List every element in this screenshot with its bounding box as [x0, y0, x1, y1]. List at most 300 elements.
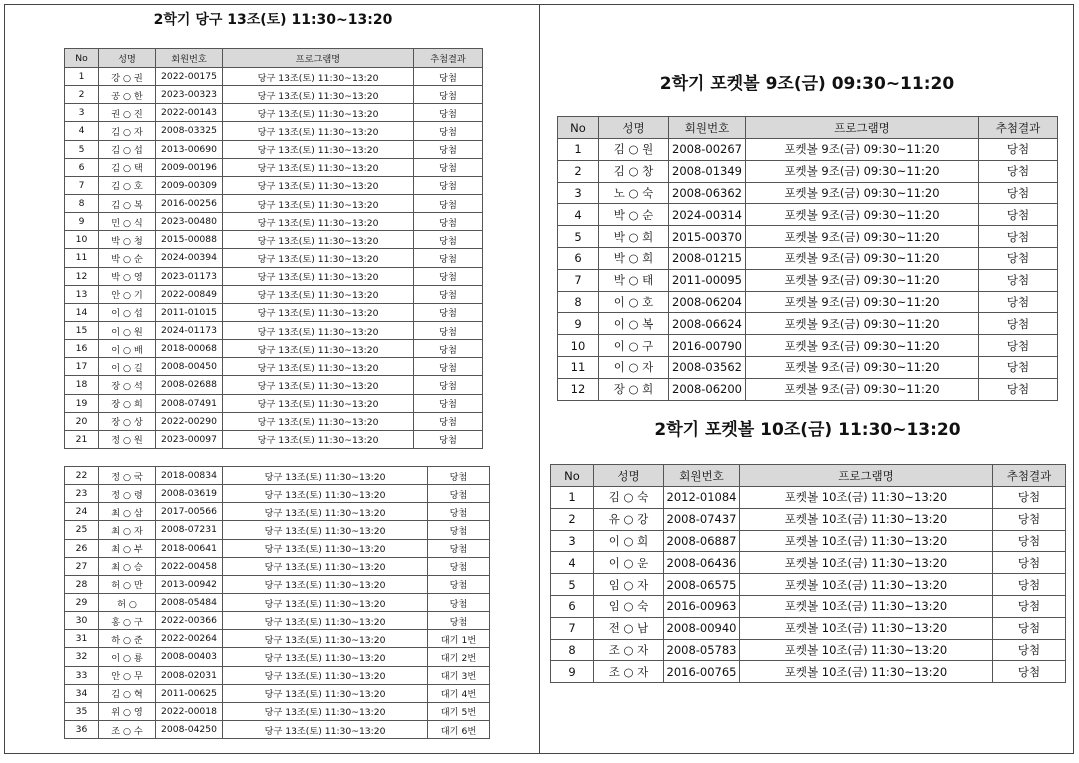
cell-no: 3: [65, 104, 99, 122]
cell-name: 김 ○ 섭: [99, 140, 156, 158]
header-name: 성명: [594, 465, 664, 487]
table-row: [65, 521, 490, 539]
cell-member-id: 2008-00940: [664, 617, 740, 639]
cell-no: 23: [65, 485, 99, 503]
cell-member-id: 2008-01215: [669, 247, 746, 269]
cell-program: 당구 13조(토) 11:30~13:20: [223, 394, 414, 412]
table-row: [65, 140, 483, 158]
cell-member-id: 2022-00290: [156, 412, 223, 430]
cell-name: 장 ○ 희: [99, 394, 156, 412]
table-row: [65, 702, 490, 720]
cell-program: 당구 13조(토) 11:30~13:20: [223, 213, 414, 231]
cell-name: 공 ○ 한: [99, 86, 156, 104]
table-row: [551, 530, 1066, 552]
cell-member-id: 2008-05484: [156, 593, 223, 611]
cell-name: 이 ○ 희: [594, 530, 664, 552]
cell-result: 당첨: [993, 508, 1066, 530]
cell-program: 당구 13조(토) 11:30~13:20: [223, 467, 428, 485]
cell-no: 7: [551, 617, 594, 639]
cell-no: 27: [65, 557, 99, 575]
cell-result: 당첨: [414, 68, 483, 86]
cell-member-id: 2022-00143: [156, 104, 223, 122]
cell-member-id: 2013-00690: [156, 140, 223, 158]
cell-program: 포켓볼 10조(금) 11:30~13:20: [740, 530, 993, 552]
table-row: [558, 335, 1058, 357]
cell-program: 당구 13조(토) 11:30~13:20: [223, 503, 428, 521]
table-row: [65, 648, 490, 666]
cell-result: 당첨: [414, 430, 483, 448]
cell-name: 조 ○ 수: [99, 720, 156, 738]
cell-program: 당구 13조(토) 11:30~13:20: [223, 68, 414, 86]
cell-member-id: 2015-00370: [669, 226, 746, 248]
cell-name: 김 ○ 숙: [594, 487, 664, 509]
cell-name: 최 ○ 삼: [99, 503, 156, 521]
cell-member-id: 2008-06204: [669, 291, 746, 313]
cell-result: 당첨: [414, 376, 483, 394]
cell-name: 김 ○ 혁: [99, 684, 156, 702]
cell-name: 임 ○ 자: [594, 574, 664, 596]
cell-no: 6: [65, 158, 99, 176]
table-row: [551, 574, 1066, 596]
cell-no: 14: [65, 303, 99, 321]
header-program: 프로그램명: [746, 117, 979, 139]
cell-result: 당첨: [428, 485, 490, 503]
cell-name: 이 ○ 배: [99, 340, 156, 358]
table-row: [65, 485, 490, 503]
cell-result: 당첨: [979, 160, 1058, 182]
cell-member-id: 2024-01173: [156, 321, 223, 339]
cell-member-id: 2015-00088: [156, 231, 223, 249]
table-row: [65, 503, 490, 521]
cell-no: 6: [558, 247, 599, 269]
cell-name: 박 ○ 순: [99, 249, 156, 267]
cell-result: 당첨: [979, 313, 1058, 335]
table-row: [65, 412, 483, 430]
header-result: 추첨결과: [993, 465, 1066, 487]
cell-result: 당첨: [414, 231, 483, 249]
cell-result: 당첨: [414, 303, 483, 321]
cell-member-id: 2008-00450: [156, 358, 223, 376]
cell-program: 포켓볼 9조(금) 09:30~11:20: [746, 313, 979, 335]
cell-member-id: 2008-03325: [156, 122, 223, 140]
cell-no: 31: [65, 630, 99, 648]
cell-no: 8: [551, 639, 594, 661]
cell-program: 당구 13조(토) 11:30~13:20: [223, 412, 414, 430]
cell-member-id: 2008-01349: [669, 160, 746, 182]
cell-no: 10: [65, 231, 99, 249]
table-header-row: [558, 117, 1058, 139]
cell-name: 장 ○ 희: [599, 378, 669, 400]
cell-name: 정 ○ 원: [99, 430, 156, 448]
cell-program: 당구 13조(토) 11:30~13:20: [223, 593, 428, 611]
cell-name: 안 ○ 무: [99, 666, 156, 684]
header-no: No: [551, 465, 594, 487]
cell-name: 유 ○ 강: [594, 508, 664, 530]
cell-name: 하 ○ 준: [99, 630, 156, 648]
cell-result: 대기 2번: [428, 648, 490, 666]
cell-result: 당첨: [428, 575, 490, 593]
header-program: 프로그램명: [223, 49, 414, 68]
cell-result: 당첨: [414, 267, 483, 285]
cell-result: 대기 6번: [428, 720, 490, 738]
cell-program: 당구 13조(토) 11:30~13:20: [223, 376, 414, 394]
cell-name: 조 ○ 자: [594, 639, 664, 661]
cell-program: 당구 13조(토) 11:30~13:20: [223, 648, 428, 666]
cell-program: 당구 13조(토) 11:30~13:20: [223, 430, 414, 448]
cell-member-id: 2011-01015: [156, 303, 223, 321]
cell-member-id: 2008-06362: [669, 182, 746, 204]
cell-no: 7: [558, 269, 599, 291]
cell-no: 1: [551, 487, 594, 509]
cell-program: 포켓볼 10조(금) 11:30~13:20: [740, 487, 993, 509]
table-row: [65, 68, 483, 86]
table-row: [558, 269, 1058, 291]
cell-no: 1: [65, 68, 99, 86]
cell-program: 포켓볼 10조(금) 11:30~13:20: [740, 639, 993, 661]
cell-program: 포켓볼 9조(금) 09:30~11:20: [746, 160, 979, 182]
cell-name: 김 ○ 호: [99, 176, 156, 194]
pocketball-9-table: [557, 116, 1058, 401]
table-row: [551, 487, 1066, 509]
cell-no: 20: [65, 412, 99, 430]
cell-name: 임 ○ 숙: [594, 595, 664, 617]
cell-name: 이 ○ 호: [599, 291, 669, 313]
cell-result: 당첨: [979, 378, 1058, 400]
cell-program: 당구 13조(토) 11:30~13:20: [223, 358, 414, 376]
cell-no: 22: [65, 467, 99, 485]
cell-no: 34: [65, 684, 99, 702]
cell-name: 김 ○ 복: [99, 194, 156, 212]
header-name: 성명: [599, 117, 669, 139]
cell-member-id: 2008-05783: [664, 639, 740, 661]
cell-member-id: 2009-00196: [156, 158, 223, 176]
cell-member-id: 2008-07437: [664, 508, 740, 530]
cell-program: 포켓볼 9조(금) 09:30~11:20: [746, 226, 979, 248]
cell-name: 홍 ○ 구: [99, 612, 156, 630]
cell-program: 포켓볼 9조(금) 09:30~11:20: [746, 269, 979, 291]
cell-member-id: 2008-04250: [156, 720, 223, 738]
cell-name: 박 ○ 영: [99, 267, 156, 285]
cell-name: 최 ○ 승: [99, 557, 156, 575]
header-name: 성명: [99, 49, 156, 68]
cell-result: 당첨: [414, 358, 483, 376]
cell-member-id: 2008-03619: [156, 485, 223, 503]
table-header-row: [65, 49, 483, 68]
cell-no: 9: [551, 661, 594, 683]
cell-no: 12: [65, 267, 99, 285]
cell-result: 당첨: [979, 139, 1058, 161]
cell-result: 당첨: [979, 204, 1058, 226]
cell-result: 당첨: [414, 158, 483, 176]
cell-program: 포켓볼 10조(금) 11:30~13:20: [740, 552, 993, 574]
cell-member-id: 2008-06200: [669, 378, 746, 400]
cell-program: 당구 13조(토) 11:30~13:20: [223, 521, 428, 539]
table-row: [65, 467, 490, 485]
table-row: [65, 684, 490, 702]
table-row: [65, 158, 483, 176]
cell-no: 4: [558, 204, 599, 226]
cell-no: 26: [65, 539, 99, 557]
cell-no: 8: [65, 194, 99, 212]
cell-member-id: 2023-01173: [156, 267, 223, 285]
cell-member-id: 2011-00625: [156, 684, 223, 702]
table-row: [558, 182, 1058, 204]
cell-name: 장 ○ 석: [99, 376, 156, 394]
table-row: [65, 340, 483, 358]
cell-no: 5: [551, 574, 594, 596]
cell-name: 이 ○ 운: [594, 552, 664, 574]
cell-result: 당첨: [428, 521, 490, 539]
cell-result: 대기 4번: [428, 684, 490, 702]
cell-result: 당첨: [979, 182, 1058, 204]
cell-no: 19: [65, 394, 99, 412]
table-header-row: [551, 465, 1066, 487]
cell-program: 포켓볼 9조(금) 09:30~11:20: [746, 356, 979, 378]
cell-program: 포켓볼 9조(금) 09:30~11:20: [746, 204, 979, 226]
table-row: [65, 249, 483, 267]
cell-program: 당구 13조(토) 11:30~13:20: [223, 267, 414, 285]
cell-member-id: 2018-00068: [156, 340, 223, 358]
cell-member-id: 2022-00018: [156, 702, 223, 720]
cell-member-id: 2024-00394: [156, 249, 223, 267]
cell-name: 허 ○ 만: [99, 575, 156, 593]
table-row: [551, 508, 1066, 530]
cell-no: 2: [65, 86, 99, 104]
cell-name: 안 ○ 기: [99, 285, 156, 303]
cell-result: 당첨: [979, 291, 1058, 313]
table-row: [65, 104, 483, 122]
cell-program: 포켓볼 10조(금) 11:30~13:20: [740, 595, 993, 617]
cell-program: 당구 13조(토) 11:30~13:20: [223, 557, 428, 575]
cell-program: 당구 13조(토) 11:30~13:20: [223, 539, 428, 557]
cell-result: 당첨: [428, 593, 490, 611]
table-row: [65, 539, 490, 557]
cell-name: 이 ○ 섭: [99, 303, 156, 321]
cell-name: 박 ○ 순: [599, 204, 669, 226]
table-row: [65, 430, 483, 448]
header-program: 프로그램명: [740, 465, 993, 487]
cell-program: 당구 13조(토) 11:30~13:20: [223, 176, 414, 194]
table-row: [65, 630, 490, 648]
cell-no: 17: [65, 358, 99, 376]
cell-program: 당구 13조(토) 11:30~13:20: [223, 340, 414, 358]
cell-no: 8: [558, 291, 599, 313]
cell-result: 당첨: [414, 321, 483, 339]
cell-name: 이 ○ 룡: [99, 648, 156, 666]
cell-program: 당구 13조(토) 11:30~13:20: [223, 702, 428, 720]
cell-no: 16: [65, 340, 99, 358]
cell-member-id: 2008-06624: [669, 313, 746, 335]
cell-member-id: 2022-00175: [156, 68, 223, 86]
cell-member-id: 2016-00963: [664, 595, 740, 617]
cell-result: 당첨: [993, 552, 1066, 574]
cell-no: 4: [65, 122, 99, 140]
cell-result: 당첨: [414, 340, 483, 358]
table-row: [558, 204, 1058, 226]
cell-no: 3: [551, 530, 594, 552]
cell-member-id: 2008-06887: [664, 530, 740, 552]
cell-member-id: 2018-00834: [156, 467, 223, 485]
cell-program: 당구 13조(토) 11:30~13:20: [223, 321, 414, 339]
cell-program: 당구 13조(토) 11:30~13:20: [223, 612, 428, 630]
table-row: [551, 595, 1066, 617]
cell-member-id: 2008-06575: [664, 574, 740, 596]
cell-result: 당첨: [979, 335, 1058, 357]
cell-no: 35: [65, 702, 99, 720]
cell-name: 이 ○ 길: [99, 358, 156, 376]
cell-name: 김 ○ 창: [599, 160, 669, 182]
table-row: [65, 593, 490, 611]
table-row: [65, 612, 490, 630]
cell-result: 당첨: [993, 574, 1066, 596]
cell-result: 당첨: [979, 247, 1058, 269]
cell-name: 최 ○ 자: [99, 521, 156, 539]
cell-program: 당구 13조(토) 11:30~13:20: [223, 104, 414, 122]
cell-member-id: 2016-00765: [664, 661, 740, 683]
cell-result: 당첨: [993, 595, 1066, 617]
cell-no: 33: [65, 666, 99, 684]
cell-name: 박 ○ 희: [599, 247, 669, 269]
cell-name: 민 ○ 식: [99, 213, 156, 231]
cell-name: 최 ○ 부: [99, 539, 156, 557]
table-row: [558, 226, 1058, 248]
cell-result: 당첨: [428, 612, 490, 630]
cell-program: 포켓볼 9조(금) 09:30~11:20: [746, 247, 979, 269]
cell-result: 당첨: [414, 213, 483, 231]
cell-no: 11: [558, 356, 599, 378]
cell-name: 장 ○ 상: [99, 412, 156, 430]
cell-no: 2: [551, 508, 594, 530]
cell-program: 포켓볼 9조(금) 09:30~11:20: [746, 139, 979, 161]
cell-no: 11: [65, 249, 99, 267]
cell-result: 당첨: [414, 86, 483, 104]
cell-member-id: 2008-07491: [156, 394, 223, 412]
table-row: [558, 160, 1058, 182]
pocketball-10-title: 2학기 포켓볼 10조(금) 11:30~13:20: [654, 420, 961, 440]
cell-member-id: 2023-00480: [156, 213, 223, 231]
header-member-id: 회원번호: [669, 117, 746, 139]
cell-program: 당구 13조(토) 11:30~13:20: [223, 158, 414, 176]
cell-member-id: 2008-00403: [156, 648, 223, 666]
cell-result: 당첨: [414, 412, 483, 430]
cell-name: 허 ○: [99, 593, 156, 611]
cell-name: 박 ○ 희: [599, 226, 669, 248]
cell-member-id: 2013-00942: [156, 575, 223, 593]
cell-no: 32: [65, 648, 99, 666]
cell-no: 24: [65, 503, 99, 521]
cell-program: 당구 13조(토) 11:30~13:20: [223, 285, 414, 303]
cell-program: 당구 13조(토) 11:30~13:20: [223, 122, 414, 140]
cell-member-id: 2023-00323: [156, 86, 223, 104]
cell-result: 당첨: [979, 269, 1058, 291]
table-row: [551, 639, 1066, 661]
table-row: [65, 394, 483, 412]
cell-program: 포켓볼 10조(금) 11:30~13:20: [740, 617, 993, 639]
cell-member-id: 2022-00366: [156, 612, 223, 630]
pocketball-9-title: 2학기 포켓볼 9조(금) 09:30~11:20: [659, 74, 955, 94]
table-row: [558, 139, 1058, 161]
table-row: [65, 267, 483, 285]
cell-member-id: 2011-00095: [669, 269, 746, 291]
cell-member-id: 2012-01084: [664, 487, 740, 509]
cell-program: 당구 13조(토) 11:30~13:20: [223, 86, 414, 104]
cell-no: 5: [558, 226, 599, 248]
cell-no: 18: [65, 376, 99, 394]
table-row: [65, 575, 490, 593]
cell-result: 당첨: [993, 487, 1066, 509]
cell-no: 7: [65, 176, 99, 194]
cell-name: 박 ○ 청: [99, 231, 156, 249]
cell-result: 당첨: [428, 539, 490, 557]
table-row: [65, 86, 483, 104]
cell-result: 대기 1번: [428, 630, 490, 648]
cell-member-id: 2009-00309: [156, 176, 223, 194]
cell-name: 강 ○ 권: [99, 68, 156, 86]
cell-name: 이 ○ 원: [99, 321, 156, 339]
cell-result: 당첨: [979, 356, 1058, 378]
table-row: [558, 356, 1058, 378]
cell-program: 포켓볼 9조(금) 09:30~11:20: [746, 378, 979, 400]
cell-name: 정 ○ 국: [99, 467, 156, 485]
cell-no: 10: [558, 335, 599, 357]
cell-program: 당구 13조(토) 11:30~13:20: [223, 630, 428, 648]
cell-no: 29: [65, 593, 99, 611]
cell-result: 당첨: [993, 639, 1066, 661]
table-row: [65, 194, 483, 212]
cell-name: 전 ○ 남: [594, 617, 664, 639]
header-result: 추첨결과: [414, 49, 483, 68]
cell-member-id: 2024-00314: [669, 204, 746, 226]
billiards-title: 2학기 당구 13조(토) 11:30~13:20: [153, 12, 393, 28]
cell-program: 당구 13조(토) 11:30~13:20: [223, 575, 428, 593]
table-row: [65, 358, 483, 376]
cell-result: 대기 5번: [428, 702, 490, 720]
cell-no: 36: [65, 720, 99, 738]
table-row: [65, 122, 483, 140]
table-row: [65, 720, 490, 738]
cell-member-id: 2022-00264: [156, 630, 223, 648]
cell-member-id: 2008-07231: [156, 521, 223, 539]
cell-no: 5: [65, 140, 99, 158]
table-row: [65, 666, 490, 684]
cell-program: 당구 13조(토) 11:30~13:20: [223, 140, 414, 158]
cell-program: 포켓볼 10조(금) 11:30~13:20: [740, 508, 993, 530]
table-row: [551, 552, 1066, 574]
cell-no: 28: [65, 575, 99, 593]
cell-result: 당첨: [414, 176, 483, 194]
cell-member-id: 2018-00641: [156, 539, 223, 557]
cell-result: 당첨: [993, 661, 1066, 683]
cell-name: 조 ○ 자: [594, 661, 664, 683]
table-row: [558, 291, 1058, 313]
cell-name: 정 ○ 령: [99, 485, 156, 503]
cell-program: 포켓볼 9조(금) 09:30~11:20: [746, 182, 979, 204]
cell-result: 당첨: [993, 617, 1066, 639]
table-row: [551, 617, 1066, 639]
cell-result: 대기 3번: [428, 666, 490, 684]
cell-result: 당첨: [414, 394, 483, 412]
cell-member-id: 2008-06436: [664, 552, 740, 574]
cell-name: 권 ○ 진: [99, 104, 156, 122]
table-row: [65, 557, 490, 575]
cell-name: 이 ○ 자: [599, 356, 669, 378]
cell-name: 위 ○ 영: [99, 702, 156, 720]
cell-name: 노 ○ 숙: [599, 182, 669, 204]
cell-result: 당첨: [414, 194, 483, 212]
header-no: No: [558, 117, 599, 139]
cell-program: 포켓볼 9조(금) 09:30~11:20: [746, 291, 979, 313]
table-row: [558, 313, 1058, 335]
